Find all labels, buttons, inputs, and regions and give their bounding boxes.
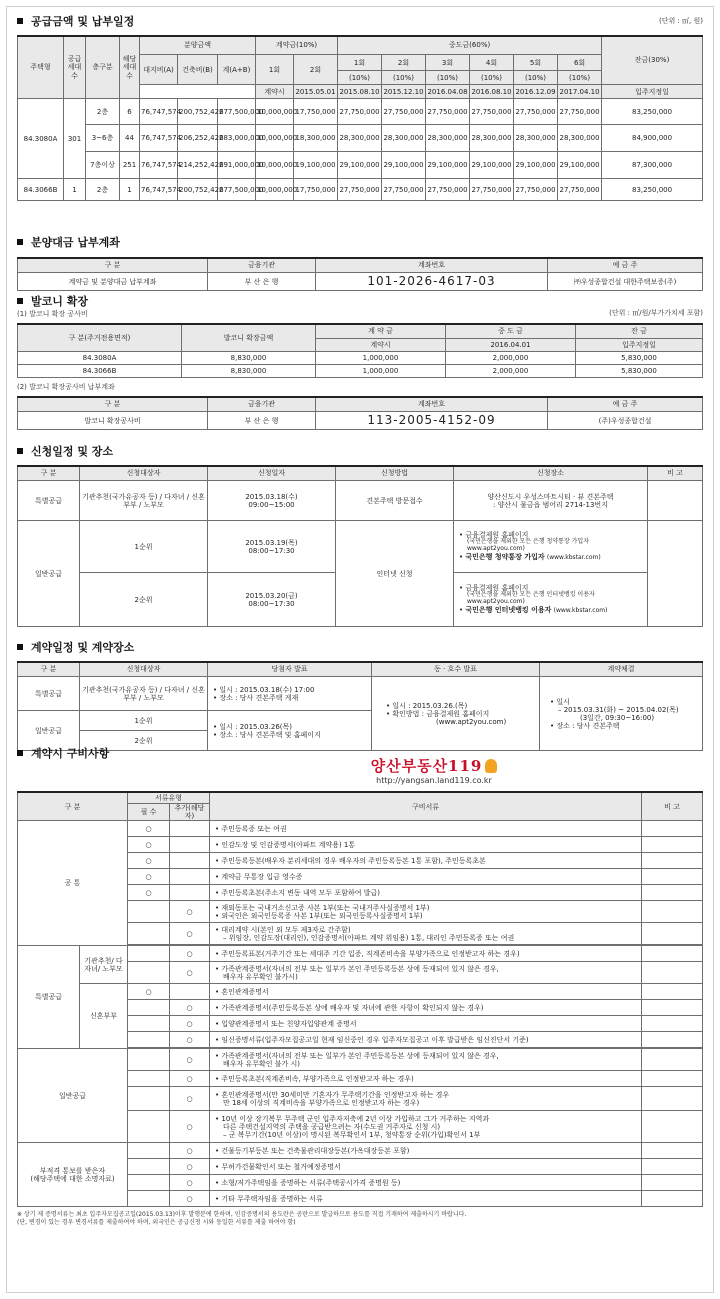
additional-mark: ○ bbox=[170, 962, 210, 984]
col-method: 신청방법 bbox=[336, 466, 454, 481]
cell-value: 27,750,000 bbox=[338, 179, 382, 201]
required-mark: ○ bbox=[128, 837, 170, 853]
col-account: 계좌번호 bbox=[316, 258, 548, 273]
cell-value: 8,830,000 bbox=[182, 352, 316, 365]
cell-value: 28,300,000 bbox=[558, 125, 602, 152]
cell-holder: ㈜우성종합건설 대한주택보증(주) bbox=[548, 273, 703, 291]
col-note: 비 고 bbox=[642, 792, 703, 821]
pay-date: 계약시 bbox=[256, 85, 294, 99]
balcony-cost-table bbox=[17, 323, 703, 379]
table-row: ○ • 가족관계증명서(주민등록등본 상에 배우자 및 자녀에 관한 사항이 확인되지 않는 경우) bbox=[18, 1000, 703, 1016]
contract-table bbox=[17, 661, 703, 752]
pay-date: 입주지정일 bbox=[602, 85, 703, 99]
cell-place: • 금융결제원 홈페이지 (국민은행을 제외한 모든 은행 인터넷뱅킹 이용자 www.apt2you.com) • 국민은행 인터넷뱅킹 이용자 (www.kbstar.com) bbox=[454, 573, 648, 627]
pay-date: 2016.08.10 bbox=[470, 85, 514, 99]
additional-mark: ○ bbox=[170, 1049, 210, 1071]
table-row: 부적격 통보를 받은자 (해당주택에 대한 소명자료) ○ • 건물등기부등본 또는 건축물관리대장등본(가옥대장등본 포함) bbox=[18, 1143, 703, 1159]
required-mark: ○ bbox=[128, 853, 170, 869]
supply-price-section bbox=[17, 15, 703, 201]
table-row bbox=[18, 352, 703, 365]
col-deposit: 계 약 금 bbox=[316, 324, 446, 339]
cell-value: 27,750,000 bbox=[514, 99, 558, 125]
cell-value: 17,750,000 bbox=[294, 179, 338, 201]
cell-value: 29,100,000 bbox=[558, 152, 602, 179]
section-title-balcony: 발코니 확장 bbox=[17, 295, 703, 309]
table-row bbox=[18, 677, 703, 711]
cell-value: 76,747,574 bbox=[140, 152, 178, 179]
pay-date: 계약시 bbox=[316, 339, 446, 352]
cell-value: 29,100,000 bbox=[382, 152, 426, 179]
mid-round-6: 6회 bbox=[558, 55, 602, 71]
col-additional: 추가(해당자) bbox=[170, 804, 210, 821]
cell-floor: 2층 bbox=[86, 99, 120, 125]
cell-value: 29,100,000 bbox=[514, 152, 558, 179]
pay-date: 2016.04.01 bbox=[446, 339, 576, 352]
col-category: 구 분 bbox=[18, 258, 208, 273]
col-contract: 계약체결 bbox=[540, 662, 703, 677]
cell-value: 29,100,000 bbox=[470, 152, 514, 179]
mid-pct: (10%) bbox=[470, 71, 514, 85]
cell-floor: 2층 bbox=[86, 179, 120, 201]
cell-value: 29,100,000 bbox=[338, 152, 382, 179]
cell-place: 양산신도시 우성스마트시티 · 뷰 견본주택 : 양산시 물금읍 범어리 2714-13번지 bbox=[454, 481, 648, 521]
cell-value: 2,000,000 bbox=[446, 365, 576, 378]
cell-subcategory: 신혼부부 bbox=[80, 984, 128, 1049]
table-row: 특별공급 기관추천/ 다자녀/ 노부모 ○ • 주민등록표본(거주기간 또는 세대주 기간 입증, 직계존비속을 부양가족으로 인정받고자 하는 경우) bbox=[18, 946, 703, 962]
mid-pct: (10%) bbox=[382, 71, 426, 85]
cell-value: 27,750,000 bbox=[382, 179, 426, 201]
cell-bank: 부 산 은 행 bbox=[208, 412, 316, 430]
section-title-docs: 계약시 구비사항 bbox=[17, 747, 703, 761]
cell-value: 5,830,000 bbox=[576, 352, 703, 365]
col-bank: 금융기관 bbox=[208, 397, 316, 412]
cell-winner: • 일시 : 2015.03.26(목) • 장소 : 당사 견본주택 및 홈페이지 bbox=[208, 711, 372, 751]
cell-value: 27,750,000 bbox=[558, 99, 602, 125]
col-deposit: 계약금(10%) bbox=[256, 36, 338, 55]
cell-category: 특별공급 bbox=[18, 946, 80, 1049]
cell-winner: • 일시 : 2015.03.18(수) 17:00 • 장소 : 당사 견본주택 게재 bbox=[208, 677, 372, 711]
cell-bank: 부 산 은 행 bbox=[208, 273, 316, 291]
cell-supply: 1 bbox=[64, 179, 86, 201]
additional-mark: ○ bbox=[170, 1016, 210, 1032]
cell-units: 1 bbox=[120, 179, 140, 201]
brand-name: 양산부동산119 bbox=[370, 757, 483, 775]
cell-value: 277,500,000 bbox=[218, 99, 256, 125]
col-mid: 중도금(60%) bbox=[338, 36, 602, 55]
cell-contract: • 일시 – 2015.03.31(화) ~ 2015.04.02(목) (3일간, 09:30~16:00) • 장소 : 당사 견본주택 bbox=[540, 677, 703, 751]
account-number: 101-2026-4617-03 bbox=[316, 273, 548, 291]
footnote: ※ 상기 제 증명서류는 최초 입주자모집공고일(2015.03.13)이후 발행분에 한하며, 인감증명서의 용도란은 공란으로 발급하므로 용도를 직접 기재하여 제출하시기 바랍니다. (단, 변경이 있는 경우 변경서류를 제출하여야 하며, 외국인은 공급신청 시와 동일한 서류를 제출 하여야 함) bbox=[17, 1211, 467, 1227]
balcony-account-table bbox=[17, 396, 703, 431]
cell-target: 2순위 bbox=[80, 573, 208, 627]
col-build: 건축비(B) bbox=[178, 55, 218, 85]
additional-mark: ○ bbox=[170, 901, 210, 923]
col-required: 필 수 bbox=[128, 804, 170, 821]
cell-note bbox=[648, 481, 703, 521]
table-row: ○ • 기타 무주택자임을 증명하는 서류 bbox=[18, 1191, 703, 1207]
table-row: 신혼부부 ○ • 혼인관계증명서 bbox=[18, 984, 703, 1000]
required-mark: ○ bbox=[128, 885, 170, 901]
col-place: 신청장소 bbox=[454, 466, 648, 481]
cell-value: 28,300,000 bbox=[338, 125, 382, 152]
cell-value: 27,750,000 bbox=[514, 179, 558, 201]
cell-target: 1순위 bbox=[80, 711, 208, 731]
col-winner: 당첨자 발표 bbox=[208, 662, 372, 677]
contract-section bbox=[17, 641, 703, 751]
cell-value: 27,750,000 bbox=[426, 179, 470, 201]
col-target: 신청대상자 bbox=[80, 662, 208, 677]
cell-type: 84.3066B bbox=[18, 365, 182, 378]
cell-value: 10,000,000 bbox=[256, 125, 294, 152]
required-mark: ○ bbox=[128, 984, 170, 1000]
col-category: 구 분 bbox=[18, 792, 128, 821]
cell-category: 일반공급 bbox=[18, 521, 80, 627]
col-holder: 예 금 주 bbox=[548, 258, 703, 273]
additional-mark: ○ bbox=[170, 1032, 210, 1048]
additional-mark: ○ bbox=[170, 1159, 210, 1175]
col-mid: 중 도 금 bbox=[446, 324, 576, 339]
cell-category: 발코니 확장공사비 bbox=[18, 412, 208, 430]
supply-price-table bbox=[17, 35, 703, 202]
additional-mark: ○ bbox=[170, 1175, 210, 1191]
col-type: 주택형 bbox=[18, 36, 64, 99]
cell-type: 84.3080A bbox=[18, 99, 64, 179]
cell-value: 83,250,000 bbox=[602, 99, 703, 125]
table-row: ○ • 임신증명서류(입주자모집공고일 현재 임신중인 경우 입주자모집공고 이후 발급받은 임신진단서 기준) bbox=[18, 1032, 703, 1048]
table-row: ○ • 주민등록등본(배우자 분리세대의 경우 배우자의 주민등록등본 1통 포함), 주민등록초본 bbox=[18, 853, 703, 869]
required-docs-section bbox=[17, 747, 703, 1228]
table-row: ○ • 무허가건물확인서 또는 철거예정증명서 bbox=[18, 1159, 703, 1175]
unit-note: (단위 : ㎡, 원) bbox=[658, 17, 703, 25]
required-mark: ○ bbox=[128, 821, 170, 837]
cell-target: 기관추천(국가유공자 등) / 다자녀 / 신혼부부 / 노부모 bbox=[80, 677, 208, 711]
pay-date: 2016.12.09 bbox=[514, 85, 558, 99]
additional-mark: ○ bbox=[170, 923, 210, 945]
col-account: 계좌번호 bbox=[316, 397, 548, 412]
table-row bbox=[18, 179, 703, 201]
balcony-subtitle-1: (1) 발코니 확장 공사비 bbox=[17, 309, 88, 318]
dep-round-2: 2회 bbox=[294, 55, 338, 85]
cell-target: 1순위 bbox=[80, 521, 208, 573]
additional-mark: ○ bbox=[170, 946, 210, 962]
application-table bbox=[17, 465, 703, 628]
cell-date: 2015.03.20(금) 08:00~17:30 bbox=[208, 573, 336, 627]
payment-account-table bbox=[17, 257, 703, 292]
mid-round-1: 1회 bbox=[338, 55, 382, 71]
col-floor: 층구분 bbox=[86, 36, 120, 99]
section-title-contract: 계약일정 및 계약장소 bbox=[17, 641, 703, 655]
mid-pct: (10%) bbox=[514, 71, 558, 85]
cell-value: 27,750,000 bbox=[338, 99, 382, 125]
col-total: 계(A+B) bbox=[218, 55, 256, 85]
cell-dong: • 일시 : 2015.03.26.(목) • 확인방법 : 금융결제원 홈페이지 (www.apt2you.com) bbox=[372, 677, 540, 751]
col-dong: 동 · 호수 발표 bbox=[372, 662, 540, 677]
cell-subcategory: 기관추천/ 다자녀/ 노부모 bbox=[80, 946, 128, 984]
col-date: 신청일자 bbox=[208, 466, 336, 481]
cell-value: 28,300,000 bbox=[514, 125, 558, 152]
cell-value: 2,000,000 bbox=[446, 352, 576, 365]
cell-method: 인터넷 신청 bbox=[336, 521, 454, 627]
cell-supply: 301 bbox=[64, 99, 86, 179]
cell-value: 87,300,000 bbox=[602, 152, 703, 179]
unit-note: (단위 : ㎡/원/부가가치세 포함) bbox=[609, 309, 703, 317]
cell-type: 84.3080A bbox=[18, 352, 182, 365]
col-units: 해당세대수 bbox=[120, 36, 140, 99]
col-note: 비 고 bbox=[648, 466, 703, 481]
cell-units: 44 bbox=[120, 125, 140, 152]
cell-value: 27,750,000 bbox=[382, 99, 426, 125]
cell-value: 291,000,000 bbox=[218, 152, 256, 179]
col-target: 신청대상자 bbox=[80, 466, 208, 481]
additional-mark: ○ bbox=[170, 1191, 210, 1207]
table-row: ○ • 계약금 무통장 입금 영수증 bbox=[18, 869, 703, 885]
table-row: ○ • 주민등록초본(주소지 변동 내역 모두 포함하여 발급) bbox=[18, 885, 703, 901]
cell-value: 84,900,000 bbox=[602, 125, 703, 152]
brand-url: http://yangsan.land119.co.kr bbox=[376, 775, 492, 785]
cell-value: 76,747,574 bbox=[140, 179, 178, 201]
payment-account-section bbox=[17, 236, 703, 291]
cell-value: 8,830,000 bbox=[182, 365, 316, 378]
mid-round-2: 2회 bbox=[382, 55, 426, 71]
additional-mark: ○ bbox=[170, 1143, 210, 1159]
cell-floor: 3~6층 bbox=[86, 125, 120, 152]
cell-category: 특별공급 bbox=[18, 677, 80, 711]
cell-value: 28,300,000 bbox=[382, 125, 426, 152]
cell-value: 18,300,000 bbox=[294, 125, 338, 152]
cell-category: 특별공급 bbox=[18, 481, 80, 521]
cell-value: 10,000,000 bbox=[256, 179, 294, 201]
col-price: 분양금액 bbox=[140, 36, 256, 55]
page bbox=[6, 6, 714, 1293]
col-category: 구 분 bbox=[18, 662, 80, 677]
table-row: ○ • 인감도장 및 인감증명서(아파트 계약용) 1통 bbox=[18, 837, 703, 853]
col-type: 구 분(주거전용면적) bbox=[18, 324, 182, 352]
cell-value: 28,300,000 bbox=[470, 125, 514, 152]
cell-value: 83,250,000 bbox=[602, 179, 703, 201]
cell-category: 일반공급 bbox=[18, 1049, 128, 1143]
col-amount: 발코니 확장금액 bbox=[182, 324, 316, 352]
table-row bbox=[18, 152, 703, 179]
cell-category: 계약금 및 분양대금 납부계좌 bbox=[18, 273, 208, 291]
additional-mark: ○ bbox=[170, 1111, 210, 1143]
table-row: ○ • 입양관계증명서 또는 친양자입양관계 증명서 bbox=[18, 1016, 703, 1032]
table-row bbox=[18, 481, 703, 521]
dep-round-1: 1회 bbox=[256, 55, 294, 85]
table-row: ○ • 주민등록초본(직계존비속, 부양가족으로 인정받고자 하는 경우) bbox=[18, 1071, 703, 1087]
mid-round-3: 3회 bbox=[426, 55, 470, 71]
table-row: ○ • 대리계약 시(본인 외 모두 제3자로 간주함) – 위임장, 인감도장(대리인), 인감증명서(아파트 계약 위임용) 1통, 대리인 주민등록증 또는 여권 bbox=[18, 923, 703, 945]
cell-place: • 금융결제원 홈페이지 (국민은행을 제외한 모든 은행 청약통장 가입자 www.apt2you.com) • 국민은행 청약통장 가입자 (www.kbstar.com) bbox=[454, 521, 648, 573]
application-section bbox=[17, 445, 703, 627]
section-title-supply: 공급금액 및 납부일정 bbox=[17, 15, 703, 29]
pay-date: 2015.12.10 bbox=[382, 85, 426, 99]
table-row bbox=[18, 125, 703, 152]
pay-date: 입주지정일 bbox=[576, 339, 703, 352]
table-row: ○ • 재외동포는 국내거소신고증 사본 1부(또는 국내거주사실증명서 1부) • 외국인은 외국인등록증 사본 1부(또는 외국인등록사실증명서 1부) bbox=[18, 901, 703, 923]
mid-pct: (10%) bbox=[426, 71, 470, 85]
table-row: ○ • 가족관계증명서(자녀의 전부 또는 일부가 본인 주민등록등본 상에 등재되어 있지 않은 경우, 배우자 유무확인 불가시) bbox=[18, 962, 703, 984]
cell-value: 27,750,000 bbox=[426, 99, 470, 125]
required-mark: ○ bbox=[128, 869, 170, 885]
cell-note bbox=[648, 521, 703, 627]
cell-value: 200,752,426 bbox=[178, 179, 218, 201]
cell-value: 29,100,000 bbox=[426, 152, 470, 179]
cell-date: 2015.03.18(수) 09:00~15:00 bbox=[208, 481, 336, 521]
col-bank: 금융기관 bbox=[208, 258, 316, 273]
table-row: 공 통 ○ • 주민등록증 또는 여권 bbox=[18, 821, 703, 837]
cell-value: 28,300,000 bbox=[426, 125, 470, 152]
account-number: 113-2005-4152-09 bbox=[316, 412, 548, 430]
cell-value: 200,752,426 bbox=[178, 99, 218, 125]
table-row bbox=[18, 521, 703, 573]
cell-value: 283,000,000 bbox=[218, 125, 256, 152]
cell-type: 84.3066B bbox=[18, 179, 64, 201]
col-supply: 공급세대수 bbox=[64, 36, 86, 99]
cell-value: 27,750,000 bbox=[470, 179, 514, 201]
cell-floor: 7층이상 bbox=[86, 152, 120, 179]
cell-category: 일반공급 bbox=[18, 711, 80, 751]
cell-category: 부적격 통보를 받은자 (해당주택에 대한 소명자료) bbox=[18, 1143, 128, 1207]
cell-value: 10,000,000 bbox=[256, 99, 294, 125]
col-docs: 구비서류 bbox=[210, 792, 642, 821]
balcony-subtitle-2: (2) 발코니 확장공사비 납부계좌 bbox=[17, 383, 115, 391]
cell-category: 공 통 bbox=[18, 821, 128, 946]
mid-pct: (10%) bbox=[558, 71, 602, 85]
pay-date: 2016.04.08 bbox=[426, 85, 470, 99]
balcony-section bbox=[17, 295, 703, 430]
cell-value: 17,750,000 bbox=[294, 99, 338, 125]
cell-value: 27,750,000 bbox=[558, 179, 602, 201]
cell-value: 19,100,000 bbox=[294, 152, 338, 179]
table-row: ○ • 10년 이상 장기복무 무주택 군인 입주자저축에 2년 이상 가입하고 그가 거주하는 지역과 다른 주택건설지역의 주택을 공급받으려는 자(수도권 거주자로 신청 시) – 군 복무기간(10년 이상)이 명시된 복무확인서 1부, 청약통장 순위(가입)확인서 1부 bbox=[18, 1111, 703, 1143]
additional-mark: ○ bbox=[170, 1071, 210, 1087]
cell-units: 6 bbox=[120, 99, 140, 125]
cell-value: 1,000,000 bbox=[316, 352, 446, 365]
table-row bbox=[18, 273, 703, 291]
col-category: 구 분 bbox=[18, 397, 208, 412]
additional-mark: ○ bbox=[170, 1087, 210, 1111]
pay-date: 2015.08.10 bbox=[338, 85, 382, 99]
additional-mark: ○ bbox=[170, 1000, 210, 1016]
section-title-application: 신청일정 및 장소 bbox=[17, 445, 703, 459]
cell-value: 76,747,574 bbox=[140, 99, 178, 125]
cell-value: 10,000,000 bbox=[256, 152, 294, 179]
col-doc-type: 서류유형 bbox=[128, 792, 210, 804]
cell-value: 1,000,000 bbox=[316, 365, 446, 378]
cell-value: 5,830,000 bbox=[576, 365, 703, 378]
cell-value: 27,750,000 bbox=[470, 99, 514, 125]
cell-target: 기관추천(국가유공자 등) / 다자녀 / 신혼부부 / 노부모 bbox=[80, 481, 208, 521]
table-row bbox=[18, 99, 703, 125]
table-row: 일반공급 ○ • 가족관계증명서(자녀의 전부 또는 일부가 본인 주민등록등본 상에 등재되어 있지 않은 경우, 배우자 유무확인 불가 시) bbox=[18, 1049, 703, 1071]
mid-round-5: 5회 bbox=[514, 55, 558, 71]
mid-round-4: 4회 bbox=[470, 55, 514, 71]
section-title-account: 분양대금 납부계좌 bbox=[17, 236, 703, 250]
cell-value: 277,500,000 bbox=[218, 179, 256, 201]
pay-date: 2015.05.01 bbox=[294, 85, 338, 99]
table-row bbox=[18, 365, 703, 378]
table-row bbox=[18, 412, 703, 430]
required-docs-table bbox=[17, 791, 703, 1208]
col-land: 대지비(A) bbox=[140, 55, 178, 85]
mid-pct: (10%) bbox=[338, 71, 382, 85]
cell-target: 2순위 bbox=[80, 731, 208, 751]
pay-date: 2017.04.10 bbox=[558, 85, 602, 99]
cell-holder: (주)우성종합건설 bbox=[548, 412, 703, 430]
cell-value: 206,252,426 bbox=[178, 125, 218, 152]
col-rest: 잔 금 bbox=[576, 324, 703, 339]
table-row: ○ • 혼인관계증명서(만 30세미만 기혼자가 무주택기간을 인정받고자 하는 경우 만 18세 이상의 직계비속을 부양가족으로 인정받고자 하는 경우) bbox=[18, 1087, 703, 1111]
table-row: ○ • 소형/저가주택임을 증명하는 서류(주택공시가격 증명원 등) bbox=[18, 1175, 703, 1191]
cell-date: 2015.03.19(목) 08:00~17:30 bbox=[208, 521, 336, 573]
col-category: 구 분 bbox=[18, 466, 80, 481]
cell-value: 214,252,426 bbox=[178, 152, 218, 179]
cell-value: 76,747,574 bbox=[140, 125, 178, 152]
cell-units: 251 bbox=[120, 152, 140, 179]
cell-method: 견본주택 방문접수 bbox=[336, 481, 454, 521]
col-rest: 잔금(30%) bbox=[602, 36, 703, 85]
col-holder: 예 금 주 bbox=[548, 397, 703, 412]
